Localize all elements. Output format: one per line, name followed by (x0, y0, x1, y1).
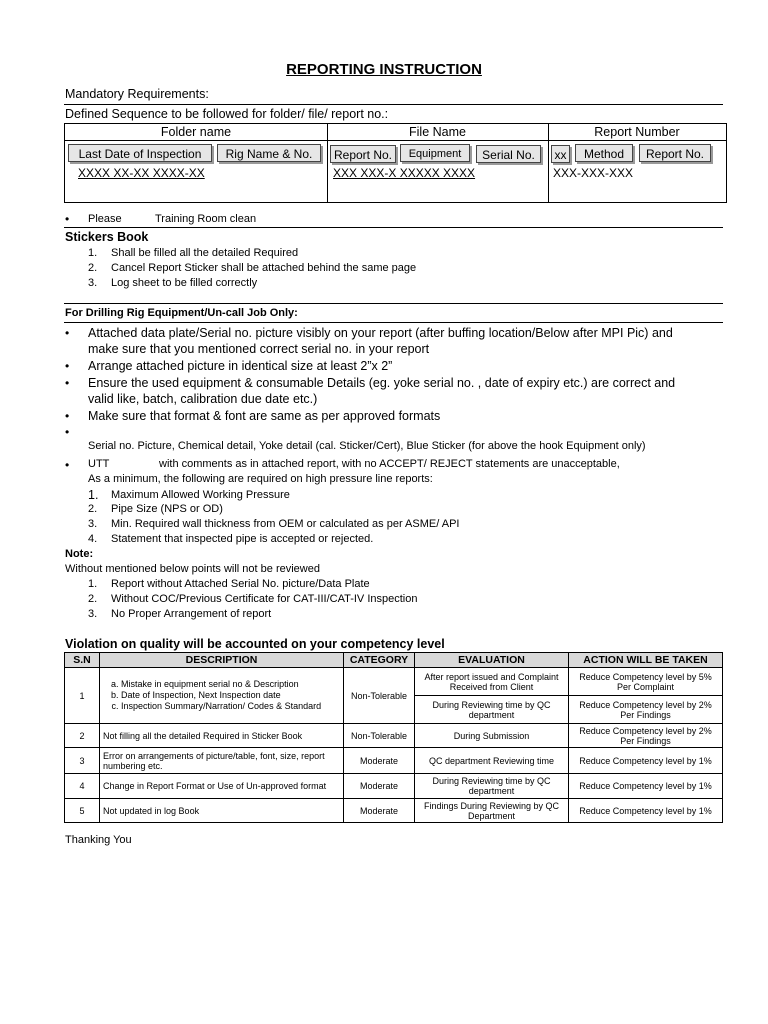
bullet-text: Ensure the used equipment & consumable Details (eg. yoke serial no. , date of expiry etc.) are correct and (88, 376, 676, 390)
report-number-example: XXX-XXX-XXX (553, 166, 634, 180)
bullet: • (65, 425, 70, 439)
bullet: • (65, 212, 70, 226)
last-date-of-inspection-button: Last Date of Inspection (68, 144, 212, 162)
list-number: 3. (88, 608, 98, 620)
cell-description: Error on arrangements of picture/table, font, size, report numbering etc. (100, 748, 344, 774)
cell-sn: 5 (65, 799, 100, 823)
list-item: Pipe Size (NPS or OD) (111, 503, 223, 515)
header-report-number: Report Number (548, 124, 726, 141)
bullet-text: Make sure that format & font are same as per approved formats (88, 409, 441, 423)
list-number: 2. (88, 262, 98, 274)
please-word: Please (88, 213, 122, 225)
divider (64, 303, 723, 304)
bullet: • (65, 326, 70, 340)
list-item: Shall be filled all the detailed Required (111, 247, 299, 259)
cell-category: Non-Tolerable (344, 668, 415, 724)
cell-sn: 4 (65, 774, 100, 799)
cell-description (100, 668, 344, 724)
naming-sequence-table (64, 123, 727, 203)
sequence-label: Defined Sequence to be followed for folder/ file/ report no.: (65, 107, 389, 121)
note-text: Without mentioned below points will not be reviewed (65, 563, 320, 575)
cell-category: Non-Tolerable (344, 724, 415, 748)
equipment-button: Equipment (400, 144, 470, 162)
cell-action: Reduce Competency level by 1% (569, 799, 723, 823)
list-item: No Proper Arrangement of report (111, 608, 272, 620)
table-row (65, 748, 723, 774)
bullet-text: Serial no. Picture, Chemical detail, Yoke detail (cal. Sticker/Cert), Blue Sticker (for above the hook Equipment only) (88, 440, 646, 452)
cell-evaluation: During Submission (415, 724, 569, 748)
mandatory-label: Mandatory Requirements: (65, 87, 209, 101)
cell-description: Change in Report Format or Use of Un-approved format (100, 774, 344, 799)
table-row (65, 668, 723, 696)
list-number: 1. (88, 578, 98, 590)
list-number: 1. (88, 247, 98, 259)
note-heading: Note: (65, 548, 94, 560)
xx-button: xx (551, 145, 570, 163)
bullet-text: make sure that you mentioned correct serial no. in your report (88, 342, 430, 356)
cell-category: Moderate (344, 748, 415, 774)
list-number: 2. (88, 593, 98, 605)
list-item: Log sheet to be filled correctly (111, 277, 258, 289)
serial-no-button: Serial No. (476, 145, 541, 163)
cell-action: Reduce Competency level by 5% Per Complaint (569, 668, 723, 696)
list-item: Statement that inspected pipe is accepted or rejected. (111, 533, 374, 545)
table-row (65, 799, 723, 823)
list-item: Min. Required wall thickness from OEM or calculated as per ASME/ API (111, 518, 460, 530)
bullet: • (65, 359, 70, 373)
cell-category: Moderate (344, 799, 415, 823)
report-no-button: Report No. (330, 145, 396, 163)
cell-action: Reduce Competency level by 2% Per Findings (569, 696, 723, 724)
utt-text: with comments as in attached report, with no ACCEPT/ REJECT statements are unacceptable, (159, 458, 620, 470)
file-name-example: XXX XXX-X XXXXX XXXX (333, 166, 476, 180)
header-category: CATEGORY (344, 653, 415, 668)
cell-sn: 1 (65, 668, 100, 724)
list-item: a. Mistake in equipment serial no & Description (121, 679, 340, 690)
bullet: • (65, 409, 70, 423)
list-item: Without COC/Previous Certificate for CAT-III/CAT-IV Inspection (111, 593, 418, 605)
bullet: • (65, 458, 70, 472)
cell-evaluation: During Reviewing time by QC department (415, 774, 569, 799)
header-file-name: File Name (327, 124, 548, 141)
cell-action: Reduce Competency level by 1% (569, 748, 723, 774)
header-folder-name: Folder name (65, 124, 327, 141)
divider (64, 104, 723, 105)
rig-name-button: Rig Name & No. (217, 144, 321, 162)
header-sn: S.N (65, 653, 100, 668)
column-divider (327, 124, 328, 202)
minimum-text: As a minimum, the following are required on high pressure line reports: (88, 473, 433, 485)
stickers-heading: Stickers Book (65, 230, 149, 244)
closing-text: Thanking You (65, 834, 132, 846)
utt-word: UTT (88, 458, 110, 470)
list-item: Cancel Report Sticker shall be attached behind the same page (111, 262, 417, 274)
bullet-text: Arrange attached picture in identical size at least 2”x 2” (88, 359, 393, 373)
cell-evaluation: Findings During Reviewing by QC Department (415, 799, 569, 823)
divider (64, 227, 723, 228)
cell-evaluation: After report issued and Complaint Received from Client (415, 668, 569, 696)
description-list (103, 679, 340, 712)
list-number: 1. (88, 488, 99, 502)
cell-action: Reduce Competency level by 1% (569, 774, 723, 799)
violation-table (64, 652, 723, 823)
cell-evaluation: During Reviewing time by QC department (415, 696, 569, 724)
list-number: 3. (88, 277, 98, 289)
header-description: DESCRIPTION (100, 653, 344, 668)
drilling-heading: For Drilling Rig Equipment/Un-call Job Only: (65, 307, 298, 319)
cell-category: Moderate (344, 774, 415, 799)
cell-sn: 3 (65, 748, 100, 774)
header-action: ACTION WILL BE TAKEN (569, 653, 723, 668)
table-header-row (65, 653, 723, 668)
cell-sn: 2 (65, 724, 100, 748)
list-number: 2. (88, 503, 98, 515)
list-item: Report without Attached Serial No. picture/Data Plate (111, 578, 370, 590)
method-button: Method (575, 144, 633, 162)
cell-description: Not filling all the detailed Required in Sticker Book (100, 724, 344, 748)
list-number: 4. (88, 533, 98, 545)
bullet: • (65, 376, 70, 390)
list-item: Maximum Allowed Working Pressure (111, 489, 290, 501)
folder-name-example: XXXX XX-XX XXXX-XX (78, 166, 205, 180)
column-divider (548, 124, 549, 202)
header-evaluation: EVALUATION (415, 653, 569, 668)
table-row (65, 774, 723, 799)
page-title: REPORTING INSTRUCTION (286, 61, 482, 78)
cell-description: Not updated in log Book (100, 799, 344, 823)
table-row (65, 724, 723, 748)
training-room-text: Training Room clean (155, 213, 257, 225)
list-item: b. Date of Inspection, Next Inspection date (121, 690, 340, 701)
report-no-button: Report No. (639, 144, 711, 162)
bullet-text: Attached data plate/Serial no. picture visibly on your report (after buffing location/Below after MPI Pic) and (88, 326, 673, 340)
cell-evaluation: QC department Reviewing time (415, 748, 569, 774)
cell-action: Reduce Competency level by 2% Per Findings (569, 724, 723, 748)
list-number: 3. (88, 518, 98, 530)
violation-heading: Violation on quality will be accounted on your competency level (65, 637, 445, 651)
bullet-text: valid like, batch, calibration due date etc.) (88, 392, 318, 406)
divider (64, 322, 723, 323)
list-item: c. Inspection Summary/Narration/ Codes & Standard (121, 701, 340, 712)
